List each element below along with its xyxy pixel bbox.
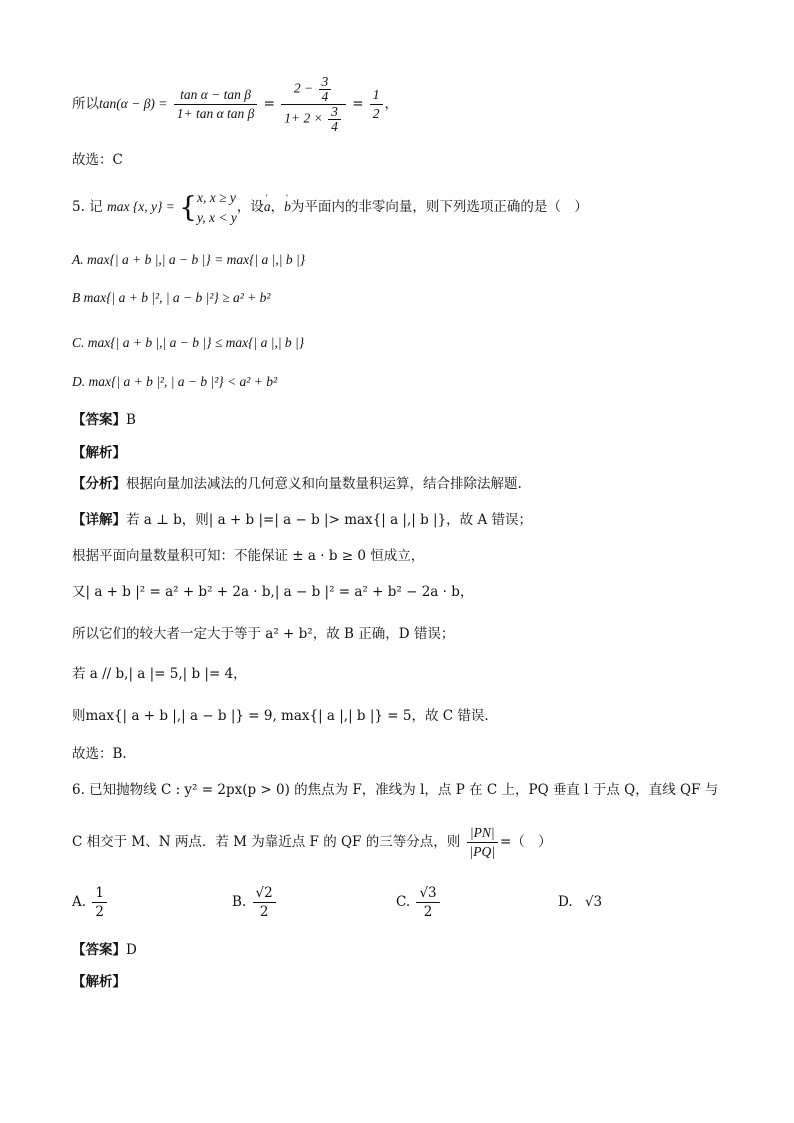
q6-option-a-frac	[92, 884, 107, 921]
q5-fenxi	[72, 474, 522, 494]
q6-option-b-label: B.	[232, 894, 247, 910]
prev-eq-1: =	[263, 96, 275, 112]
q6-option-a-label: A.	[72, 894, 87, 910]
prev-frac2-den-left: 1+ 2 ×	[284, 110, 323, 126]
q5-option-a[interactable]: A. max{| a + b |,| a − b |} = max{| a |,| b |}	[72, 252, 306, 267]
prev-fraction-1	[174, 86, 258, 123]
q6-answer-tag: 【答案】	[72, 942, 126, 958]
prev-frac2-num-frac-den: 4	[321, 89, 329, 104]
q5-answer-value: B	[126, 412, 136, 428]
q6-stem-2-post: =（ ）	[499, 834, 552, 850]
prev-frac2-num-frac-num: 3	[319, 75, 332, 90]
q5-option-d[interactable]: D. max{| a + b |², | a − b |²} < a² + b²	[72, 374, 278, 389]
q5-stem-end: 为平面内的非零向量，则下列选项正确的是（ ）	[290, 199, 588, 215]
q5-line-5: 则max{| a + b |,| a − b |} = 9, max{| a |,| b |} = 5，故 C 错误.	[72, 708, 489, 724]
q5-brace: {	[179, 190, 197, 224]
q5-line-1: 根据平面向量数量积可知：不能保证 ± a · b ≥ 0 恒成立，	[72, 548, 425, 564]
prev-frac2-num	[281, 75, 346, 105]
q6-option-b-num: √2	[253, 884, 276, 903]
q5-option-b[interactable]: B max{| a + b |², | a − b |²} ≥ a² + b²	[72, 290, 271, 305]
q6-option-c-den: 2	[423, 904, 433, 920]
q6-stem-line-2	[72, 820, 552, 864]
prev-result-num: 1	[370, 86, 383, 105]
q5-fenxi-tag: 【分析】	[72, 476, 126, 492]
q5-line-2: 又| a + b |² = a² + b² + 2a · b,| a − b |² = a² + b² − 2a · b，	[72, 584, 474, 600]
q5-line-3: 所以它们的较大者一定大于等于 a² + b²，故 B 正确，D 错误；	[72, 626, 455, 642]
q6-ratio-den: |PQ|	[469, 844, 495, 859]
q6-option-a-num: 1	[92, 884, 107, 903]
q6-option-a[interactable]	[72, 880, 109, 924]
q6-option-c-num: √3	[416, 884, 439, 903]
q6-ratio-fraction	[467, 824, 498, 861]
prev-frac2-num-frac	[319, 75, 332, 104]
prev-so-prefix: 所以	[72, 96, 99, 112]
q6-answer-value: D	[126, 942, 137, 958]
q5-analysis-tag: 【解析】	[72, 445, 126, 461]
q5-vec-a: ' a	[264, 183, 271, 231]
prev-tan-equation	[72, 74, 398, 134]
q5-case1: x, x ≥ y	[196, 189, 236, 205]
q5-line-4: 若 a // b,| a |= 5,| b |= 4，	[72, 666, 247, 682]
prev-frac1-den: 1+ tan α tan β	[176, 106, 255, 121]
prev-frac2-num-left: 2 −	[293, 80, 314, 96]
prev-frac2-den-frac-num: 3	[328, 105, 341, 120]
prev-choice: 故选：C	[72, 152, 123, 168]
q5-answer-tag: 【答案】	[72, 412, 126, 428]
q6-option-c-frac	[416, 884, 439, 921]
q6-option-d-value: √3	[584, 894, 603, 910]
prev-frac2-den-frac-den: 4	[331, 119, 338, 134]
q6-option-b[interactable]	[232, 880, 278, 924]
q6-option-c-label: C.	[396, 894, 411, 910]
q5-xiangjie-text: 若 a ⊥ b，则| a + b |=| a − b |> max{| a |,| b |}，故 A 错误；	[126, 512, 533, 528]
prev-fraction-2	[281, 75, 346, 134]
prev-frac1-num: tan α − tan β	[174, 86, 258, 105]
prev-eq-2: =	[352, 96, 364, 112]
q6-stem-2-pre: C 相交于 M、N 两点．若 M 为靠近点 F 的 QF 的三等分点，则	[72, 834, 461, 850]
q6-option-b-frac	[253, 884, 276, 921]
q6-option-d[interactable]	[558, 880, 602, 924]
q6-stem-line-1: 6. 已知抛物线 C : y² = 2px(p > 0) 的焦点为 F，准线为 l，点 P 在 C 上，PQ 垂直 l 于点 Q，直线 QF 与	[72, 782, 719, 798]
q5-case2: y, x < y	[196, 209, 237, 225]
q5-option-c[interactable]: C. max{| a + b |,| a − b |} ≤ max{| a |,| b |}	[72, 335, 305, 350]
q6-option-b-den: 2	[259, 904, 269, 920]
q6-option-c[interactable]	[396, 880, 442, 924]
q6-option-d-label: D.	[558, 894, 573, 910]
q5-sep: ，	[270, 199, 285, 215]
prev-frac2-den-frac	[328, 105, 341, 134]
q5-stem	[72, 183, 588, 231]
prev-result-den: 2	[372, 106, 380, 121]
prev-tan-expr: tan(α − β) =	[99, 96, 168, 111]
q5-stem-prefix: 5. 记	[72, 199, 103, 215]
prev-tail: ，	[384, 96, 399, 112]
q5-fenxi-text: 根据向量加法减法的几何意义和向量数量积运算，结合排除法解题.	[126, 476, 522, 492]
q5-max-lhs: max {x, y} =	[106, 199, 175, 214]
q6-answer	[72, 940, 137, 960]
q5-xiangjie-tag: 【详解】	[72, 512, 126, 528]
q5-answer	[72, 410, 136, 430]
q5-stem-mid: ，设	[236, 199, 264, 215]
q5-vec-b: ' b	[284, 183, 291, 231]
q6-option-a-den: 2	[95, 904, 104, 920]
q6-analysis-tag: 【解析】	[72, 974, 126, 990]
prev-frac2-den	[281, 105, 346, 134]
q5-xiangjie	[72, 510, 532, 530]
q5-choice: 故选：B.	[72, 746, 127, 762]
prev-result-fraction	[370, 86, 383, 123]
q5-cases	[197, 188, 237, 228]
q6-ratio-num: |PN|	[467, 824, 498, 843]
